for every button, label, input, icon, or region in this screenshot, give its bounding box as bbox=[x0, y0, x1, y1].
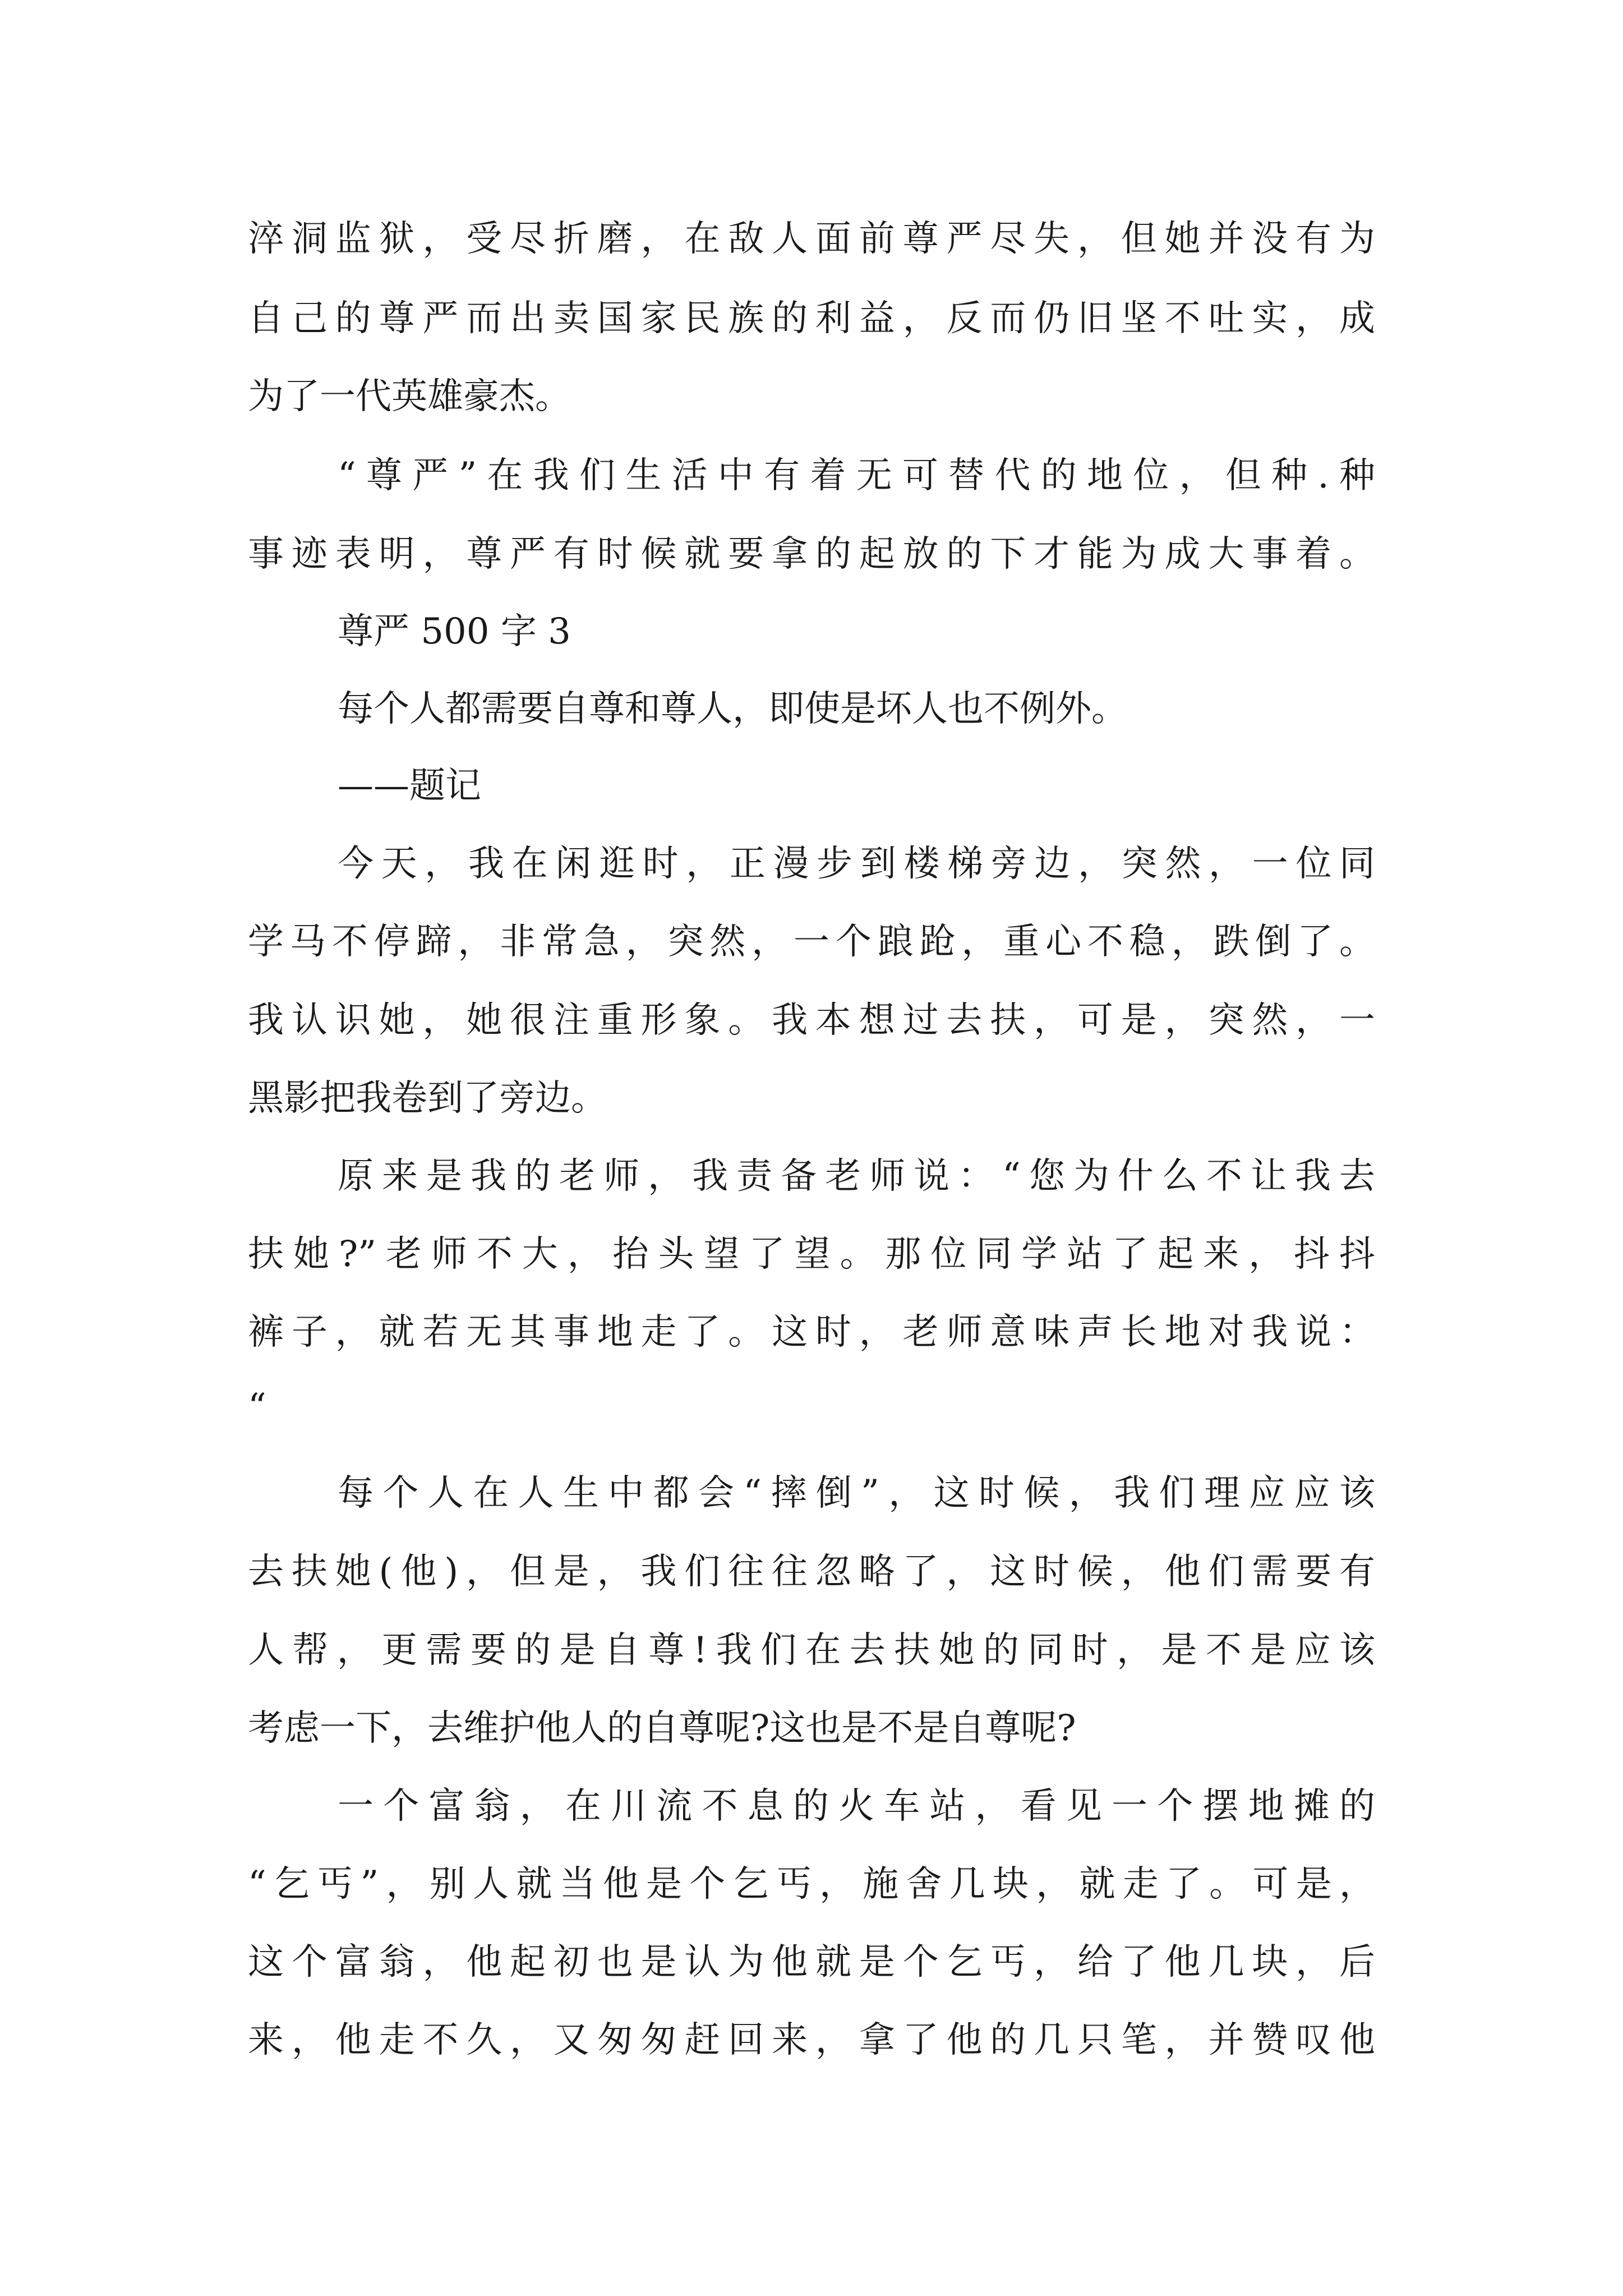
text-line: 这个富翁，他起初也是认为他就是个乞丐，给了他几块，后 bbox=[248, 1941, 1375, 1983]
text-line: 淬洞监狱，受尽折磨，在敌人面前尊严尽失，但她并没有为 bbox=[248, 218, 1375, 260]
text-line: “ bbox=[248, 1386, 266, 1428]
text-line: 考虑一下，去维护他人的自尊呢?这也是不是自尊呢? bbox=[248, 1708, 1076, 1749]
text-line: 黑影把我卷到了旁边。 bbox=[248, 1078, 607, 1119]
epigraph-attribution: ——题记 bbox=[338, 765, 481, 807]
text-line: 每个人在人生中都会“摔倒”，这时候，我们理应应该 bbox=[338, 1473, 1375, 1514]
text-line: 我认识她，她很注重形象。我本想过去扶，可是，突然，一 bbox=[248, 1000, 1375, 1041]
epigraph-line: 每个人都需要自尊和尊人，即使是坏人也不例外。 bbox=[338, 688, 1127, 730]
text-line: 人帮，更需要的是自尊!我们在去扶她的同时，是不是应该 bbox=[248, 1630, 1375, 1671]
text-line: “乞丐”，别人就当他是个乞丐，施舍几块，就走了。可是， bbox=[248, 1864, 1375, 1905]
text-line: 自己的尊严而出卖国家民族的利益，反而仍旧坚不吐实，成 bbox=[248, 298, 1375, 339]
text-line: 今天，我在闲逛时，正漫步到楼梯旁边，突然，一位同 bbox=[338, 843, 1375, 885]
text-line: 学马不停蹄，非常急，突然，一个踉跄，重心不稳，跌倒了。 bbox=[248, 921, 1375, 963]
text-line: 一个富翁，在川流不息的火车站，看见一个摆地摊的 bbox=[338, 1786, 1375, 1827]
text-line: 原来是我的老师，我责备老师说：“您为什么不让我去 bbox=[338, 1156, 1375, 1197]
text-line: 去扶她(他)，但是，我们往往忽略了，这时候，他们需要有 bbox=[248, 1551, 1375, 1593]
text-line: 扶她?”老师不大，抬头望了望。那位同学站了起来，抖抖 bbox=[248, 1234, 1375, 1275]
text-line: 来，他走不久，又匆匆赶回来，拿了他的几只笔，并赞叹他 bbox=[248, 2019, 1375, 2061]
section-heading: 尊严 500 字 3 bbox=[338, 611, 571, 652]
text-line: 为了一代英雄豪杰。 bbox=[248, 376, 571, 417]
text-line: 裤子，就若无其事地走了。这时，老师意味声长地对我说： bbox=[248, 1312, 1375, 1353]
text-line: “尊严”在我们生活中有着无可替代的地位，但种.种 bbox=[338, 455, 1375, 496]
text-line: 事迹表明，尊严有时候就要拿的起放的下才能为成大事着。 bbox=[248, 533, 1375, 575]
